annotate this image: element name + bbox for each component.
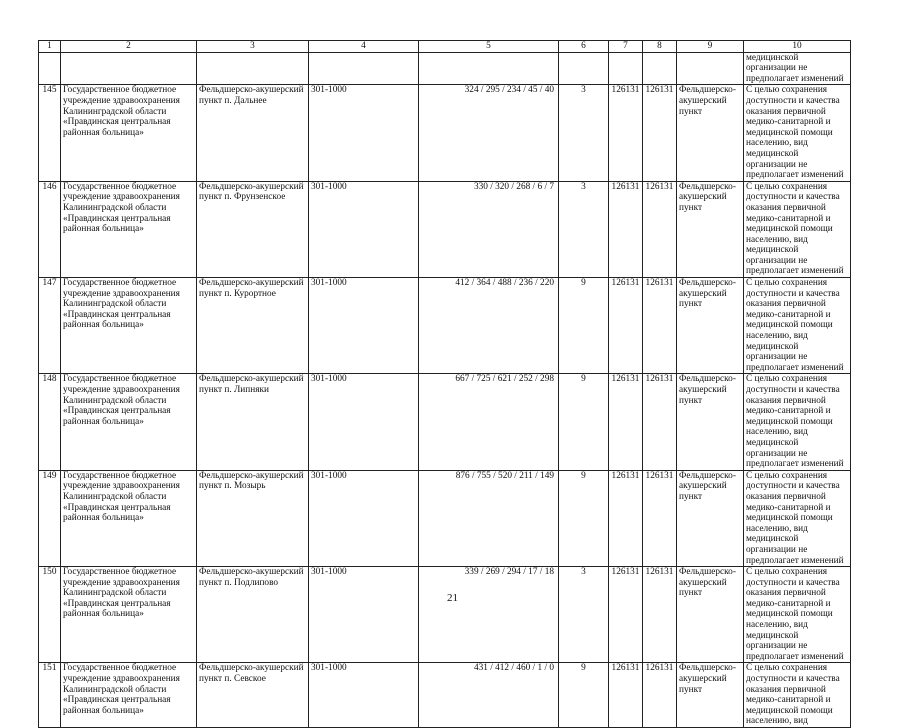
column-8-code: 126131 <box>643 663 677 728</box>
row-number: 150 <box>39 567 61 663</box>
facility-type: Фельдшерско-акушерский пункт <box>677 374 744 470</box>
column-6-value: 9 <box>559 470 609 566</box>
note-text: С целью сохранения доступности и качества оказания первичной медико-санитарной и медицинской помощи населению, вид медицинской организации не предполагает изменений <box>744 278 851 374</box>
header-cell: 4 <box>309 41 419 53</box>
population-values: 330 / 320 / 268 / 6 / 7 <box>419 181 559 277</box>
population-range: 301-1000 <box>309 181 419 277</box>
column-7-code: 126131 <box>609 470 643 566</box>
population-values: 324 / 295 / 234 / 45 / 40 <box>419 85 559 181</box>
header-cell: 7 <box>609 41 643 53</box>
facility-name: Фельдшерско-акушерский пункт п. Мозырь <box>197 470 309 566</box>
population-values: 431 / 412 / 460 / 1 / 0 <box>419 663 559 728</box>
note-text: С целью сохранения доступности и качества оказания первичной медико-санитарной и медицинской помощи населению, вид медицинской организации не предполагает изменений <box>744 374 851 470</box>
column-6-value: 9 <box>559 663 609 728</box>
population-range: 301-1000 <box>309 663 419 728</box>
column-6-value: 9 <box>559 374 609 470</box>
table-row <box>39 181 851 277</box>
row-number: 148 <box>39 374 61 470</box>
population-range: 301-1000 <box>309 374 419 470</box>
institution-name: Государственное бюджетное учреждение здравоохранения Калининградской области «Правдинская центральная районная больница» <box>61 663 197 728</box>
row-number: 145 <box>39 85 61 181</box>
header-cell: 1 <box>39 41 61 53</box>
facility-type: Фельдшерско-акушерский пункт <box>677 567 744 663</box>
institution-name: Государственное бюджетное учреждение здравоохранения Калининградской области «Правдинская центральная районная больница» <box>61 567 197 663</box>
column-7-code: 126131 <box>609 278 643 374</box>
column-7-code: 126131 <box>609 181 643 277</box>
population-range: 301-1000 <box>309 85 419 181</box>
facility-type: Фельдшерско-акушерский пункт <box>677 278 744 374</box>
page-number: 21 <box>447 592 458 604</box>
note-text: С целью сохранения доступности и качества оказания первичной медико-санитарной и медицинской помощи населению, вид медицинской организации не предполагает изменений <box>744 470 851 566</box>
facility-name: Фельдшерско-акушерский пункт п. Дальнее <box>197 85 309 181</box>
facility-type: Фельдшерско-акушерский пункт <box>677 470 744 566</box>
row-number: 149 <box>39 470 61 566</box>
column-6-value: 9 <box>559 278 609 374</box>
continuation-note: медицинской организации не предполагает изменений <box>744 52 851 85</box>
institution-name: Государственное бюджетное учреждение здравоохранения Калининградской области «Правдинская центральная районная больница» <box>61 374 197 470</box>
note-text: С целью сохранения доступности и качества оказания первичной медико-санитарной и медицинской помощи населению, вид медицинской организации не предполагает изменений <box>744 85 851 181</box>
population-range: 301-1000 <box>309 567 419 663</box>
header-cell: 3 <box>197 41 309 53</box>
population-values: 412 / 364 / 488 / 236 / 220 <box>419 278 559 374</box>
row-number: 151 <box>39 663 61 728</box>
facility-type: Фельдшерско-акушерский пункт <box>677 85 744 181</box>
facility-name: Фельдшерско-акушерский пункт п. Фрунзенское <box>197 181 309 277</box>
column-7-code: 126131 <box>609 663 643 728</box>
population-values: 667 / 725 / 621 / 252 / 298 <box>419 374 559 470</box>
institution-name: Государственное бюджетное учреждение здравоохранения Калининградской области «Правдинская центральная районная больница» <box>61 278 197 374</box>
institution-name: Государственное бюджетное учреждение здравоохранения Калининградской области «Правдинская центральная районная больница» <box>61 470 197 566</box>
column-7-code: 126131 <box>609 374 643 470</box>
note-text: С целью сохранения доступности и качества оказания первичной медико-санитарной и медицинской помощи населению, вид <box>744 663 851 728</box>
note-text: С целью сохранения доступности и качества оказания первичной медико-санитарной и медицинской помощи населению, вид медицинской организации не предполагает изменений <box>744 181 851 277</box>
row-number: 146 <box>39 181 61 277</box>
facility-name: Фельдшерско-акушерский пункт п. Подлипово <box>197 567 309 663</box>
column-8-code: 126131 <box>643 470 677 566</box>
column-8-code: 126131 <box>643 278 677 374</box>
registry-table <box>38 40 851 728</box>
column-7-code: 126131 <box>609 567 643 663</box>
facility-type: Фельдшерско-акушерский пункт <box>677 663 744 728</box>
header-cell: 6 <box>559 41 609 53</box>
column-6-value: 3 <box>559 85 609 181</box>
header-cell: 2 <box>61 41 197 53</box>
column-8-code: 126131 <box>643 374 677 470</box>
column-7-code: 126131 <box>609 85 643 181</box>
table-row <box>39 374 851 470</box>
population-range: 301-1000 <box>309 278 419 374</box>
table-row <box>39 278 851 374</box>
population-range: 301-1000 <box>309 470 419 566</box>
facility-name: Фельдшерско-акушерский пункт п. Курортное <box>197 278 309 374</box>
column-6-value: 3 <box>559 181 609 277</box>
facility-name: Фельдшерско-акушерский пункт п. Севское <box>197 663 309 728</box>
table-row <box>39 567 851 663</box>
population-values: 876 / 755 / 520 / 211 / 149 <box>419 470 559 566</box>
column-6-value: 3 <box>559 567 609 663</box>
facility-name: Фельдшерско-акушерский пункт п. Липняки <box>197 374 309 470</box>
column-number-header <box>39 41 851 53</box>
institution-name: Государственное бюджетное учреждение здравоохранения Калининградской области «Правдинская центральная районная больница» <box>61 85 197 181</box>
header-cell: 10 <box>744 41 851 53</box>
table-row <box>39 663 851 728</box>
note-text: С целью сохранения доступности и качества оказания первичной медико-санитарной и медицинской помощи населению, вид медицинской организации не предполагает изменений <box>744 567 851 663</box>
column-8-code: 126131 <box>643 181 677 277</box>
population-values: 339 / 269 / 294 / 17 / 18 <box>419 567 559 663</box>
table-row <box>39 470 851 566</box>
header-cell: 8 <box>643 41 677 53</box>
header-cell: 5 <box>419 41 559 53</box>
row-number: 147 <box>39 278 61 374</box>
column-8-code: 126131 <box>643 85 677 181</box>
facility-type: Фельдшерско-акушерский пункт <box>677 181 744 277</box>
institution-name: Государственное бюджетное учреждение здравоохранения Калининградской области «Правдинская центральная районная больница» <box>61 181 197 277</box>
column-8-code: 126131 <box>643 567 677 663</box>
header-cell: 9 <box>677 41 744 53</box>
table-row <box>39 85 851 181</box>
continuation-row <box>39 52 851 85</box>
